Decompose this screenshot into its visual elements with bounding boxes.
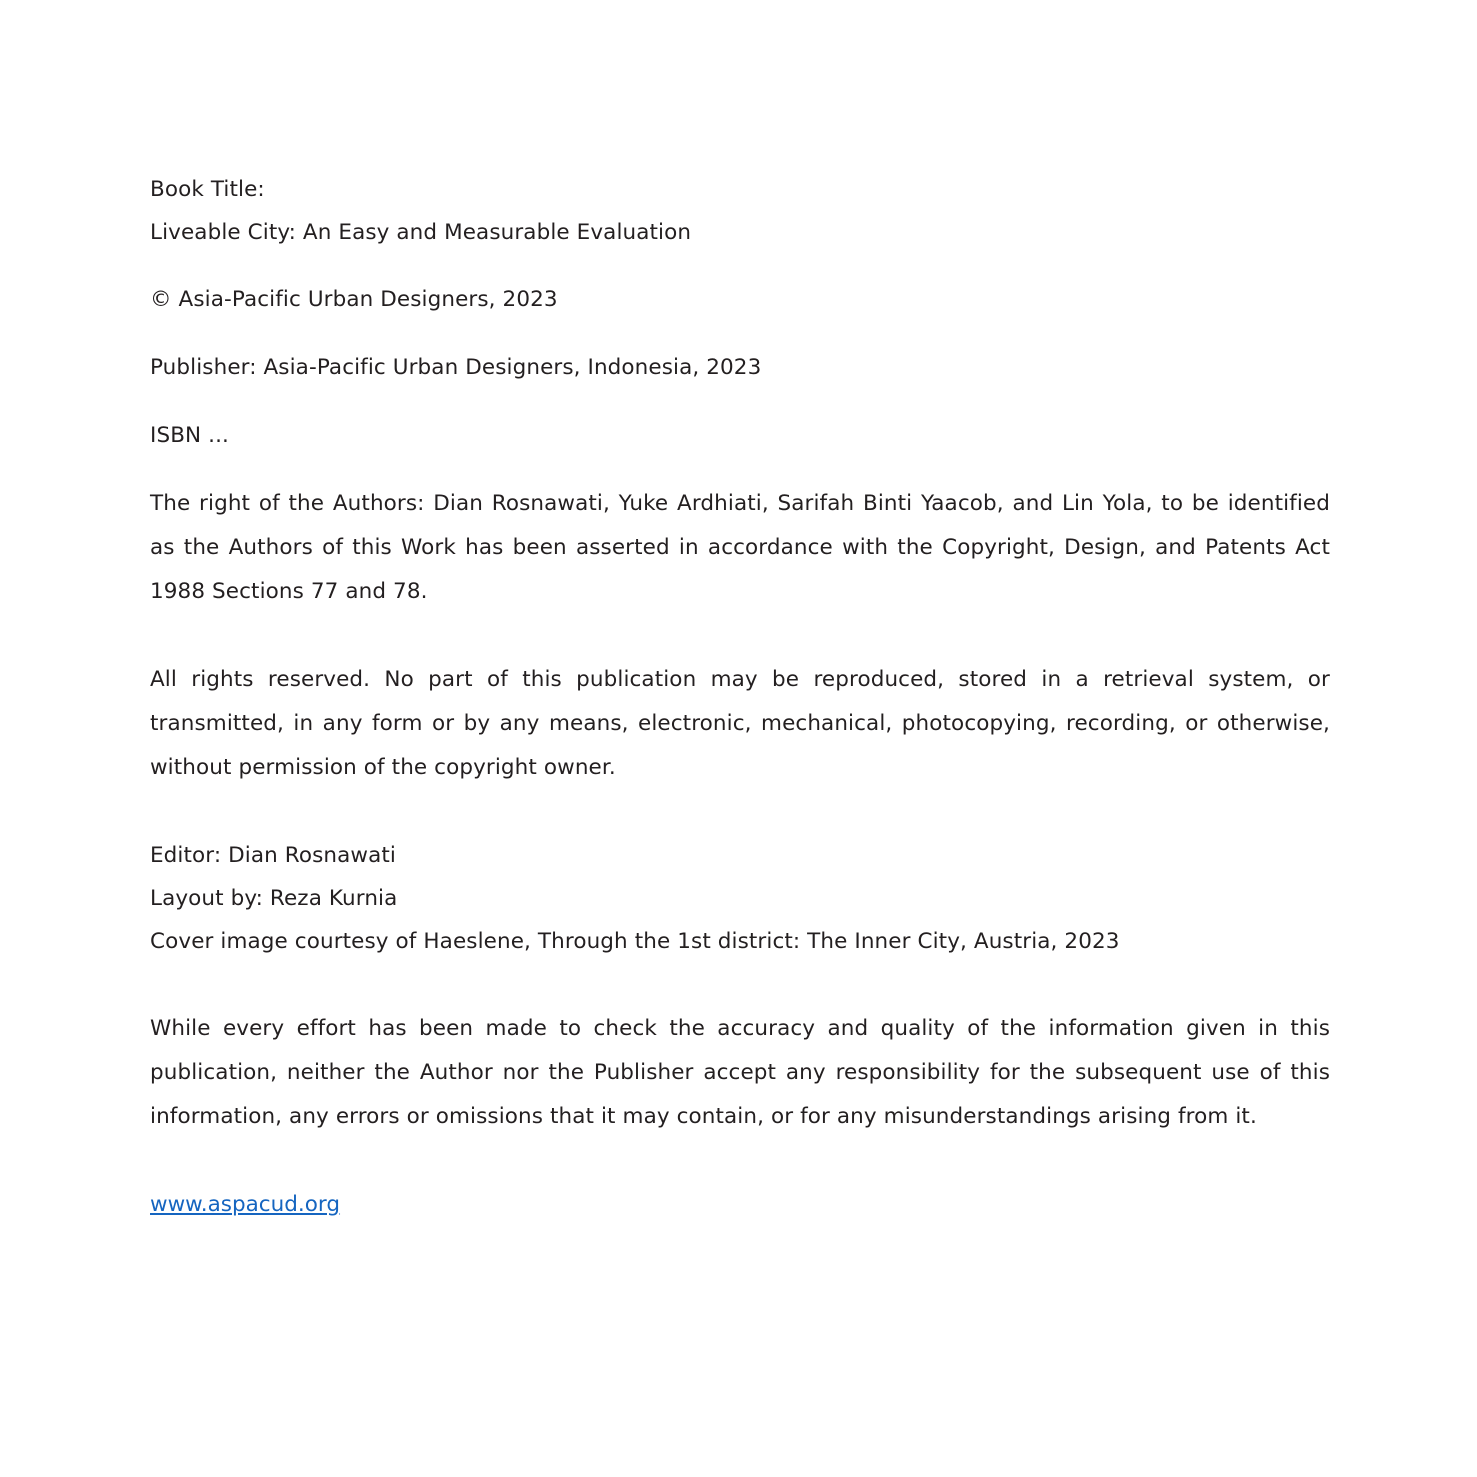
spacer [150, 390, 1330, 414]
credits-block [150, 834, 1330, 963]
disclaimer-paragraph: While every effort has been made to check the accuracy and quality of the information given in this publication, neither the Author nor the Publisher accept any responsibility for the subsequent use of this information, any errors or omissions that it may contain, or for any misunderstandings arising from it. [150, 1016, 1330, 1129]
spacer [150, 790, 1330, 834]
book-title-label: Book Title: [150, 177, 265, 202]
book-title-block [150, 168, 1330, 254]
spacer [150, 254, 1330, 278]
spacer [150, 614, 1330, 658]
all-rights-reserved-paragraph: All rights reserved. No part of this publication may be reproduced, stored in a retrieval system, or transmitted, in any form or by any means, electronic, mechanical, photocopying, recording, or otherwise, without permission of the copyright owner. [150, 667, 1330, 780]
authors-rights-paragraph: The right of the Authors: Dian Rosnawati, Yuke Ardhiati, Sarifah Binti Yaacob, and Lin Yola, to be identified as the Authors of this Work has been asserted in accordance with the Copyright, Design, and Patents Act 1988 Sections 77 and 78. [150, 491, 1330, 604]
book-title-value: Liveable City: An Easy and Measurable Evaluation [150, 220, 692, 245]
cover-image-credit-line: Cover image courtesy of Haeslene, Through the 1st district: The Inner City, Austria, 2023 [150, 929, 1120, 954]
page-content [150, 168, 1330, 1227]
spacer [150, 963, 1330, 1007]
spacer [150, 322, 1330, 346]
spacer [150, 1139, 1330, 1183]
spacer [150, 458, 1330, 482]
copyright-line: © Asia-Pacific Urban Designers, 2023 [150, 287, 558, 312]
isbn-line: ISBN ... [150, 423, 229, 448]
publisher-line: Publisher: Asia-Pacific Urban Designers, Indonesia, 2023 [150, 355, 762, 380]
editor-line: Editor: Dian Rosnawati [150, 843, 396, 868]
layout-line: Layout by: Reza Kurnia [150, 886, 398, 911]
website-link[interactable]: www.aspacud.org [150, 1192, 341, 1217]
